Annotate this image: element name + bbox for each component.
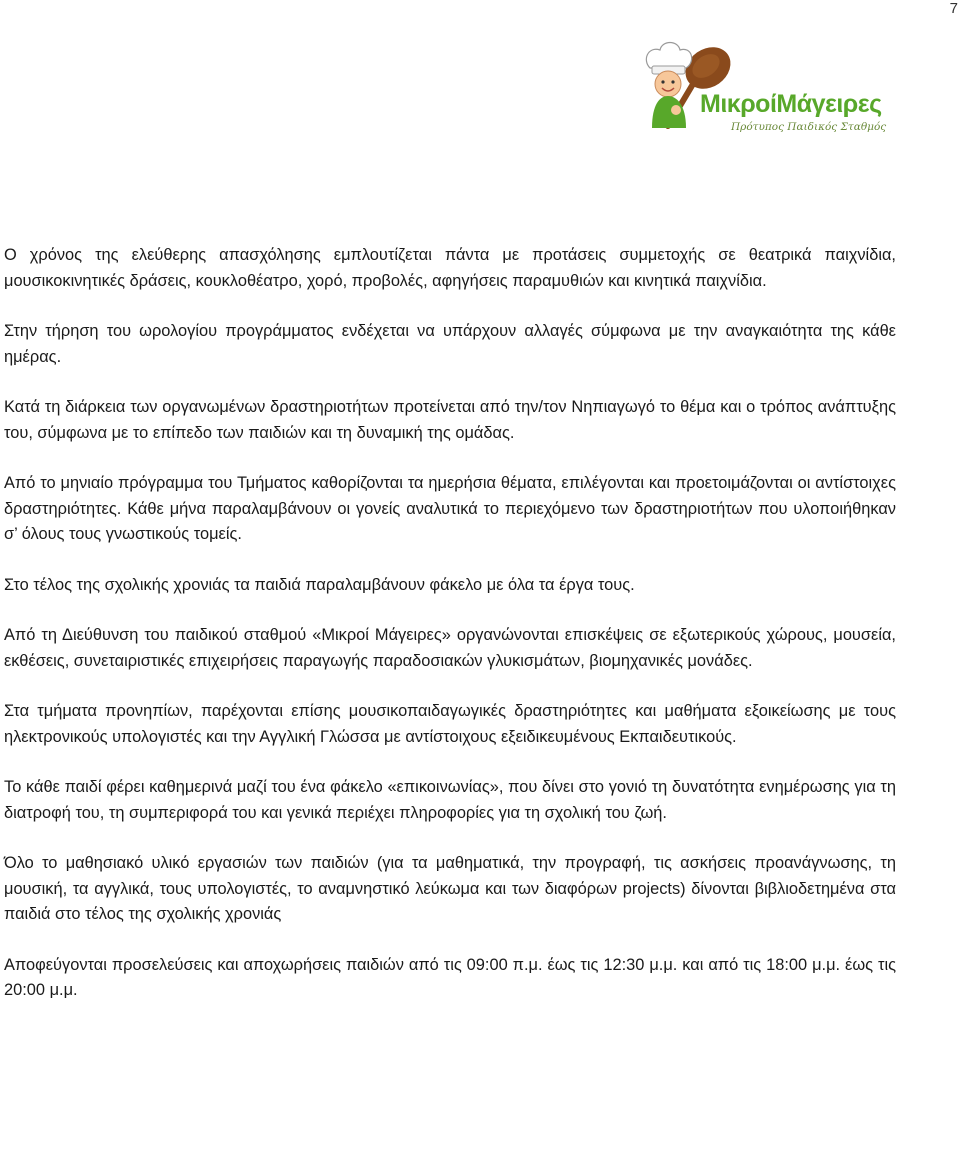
document-body (4, 243, 896, 1029)
paragraph-visits: Από τη Διεύθυνση του παιδικού σταθμού «Μικροί Μάγειρες» οργανώνονται επισκέψεις σε εξωτερικούς χώρους, μουσεία, εκθέσεις, συνεταιριστικές επιχειρήσεις παραγωγής παραδοσιακών γλυκισμάτων, βιομηχανικές μονάδες. (4, 626, 896, 670)
paragraph-monthly-program: Από το μηνιαίο πρόγραμμα του Τμήματος καθορίζονται τα ημερήσια θέματα, επιλέγονται και προετοιμάζονται οι αντίστοιχες δραστηριότητες. Κάθε μήνα παραλαμβάνουν οι γονείς αναλυτικά το περιεχόμενο των δραστηριοτήτων που υλοποιήθηκαν σ’ όλους τους γνωστικούς τομείς. (4, 474, 896, 543)
page-number: 7 (949, 0, 958, 17)
logo (638, 38, 888, 138)
paragraph-arrival-departure: Αποφεύγονται προσελεύσεις και αποχωρήσεις παιδιών από τις 09:00 π.μ. έως τις 12:30 μ.μ. και από τις 18:00 μ.μ. έως τις 20:00 μ.μ. (4, 955, 896, 999)
paragraph-free-play: Ο χρόνος της ελεύθερης απασχόλησης εμπλουτίζεται πάντα με προτάσεις συμμετοχής σε θεατρικά παιχνίδια, μουσικοκινητικές δράσεις, κουκλοθέατρο, χορό, προβολές, αφηγήσεις παραμυθιών και κινητικά παιχνίδια. (4, 246, 896, 290)
paragraph-organized-activities: Κατά τη διάρκεια των οργανωμένων δραστηριοτήτων προτείνεται από την/τον Νηπιαγωγό το θέμα και ο τρόπος ανάπτυξης του, σύμφωνα με το επίπεδο των παιδιών και τη δυναμική της ομάδας. (4, 398, 896, 442)
logo-title: ΜικροίΜάγειρες (700, 90, 882, 118)
paragraph-year-end-folder: Στο τέλος της σχολικής χρονιάς τα παιδιά παραλαμβάνουν φάκελο με όλα τα έργα τους. (4, 575, 635, 594)
paragraph-learning-material: Όλο το μαθησιακό υλικό εργασιών των παιδιών (για τα μαθηματικά, την προγραφή, τις ασκήσεις προανάγνωσης, τη μουσική, τα αγγλικά, τους υπολογιστές, το αναμνηστικό λεύκωμα και των διαφόρων projects) δίνονται βιβλιοδετημένα στα παιδιά στο τέλος της σχολικής χρονιάς (4, 854, 896, 923)
logo-subtitle: Πρότυπος Παιδικός Σταθμός (731, 121, 887, 133)
paragraph-preschool-classes: Στα τμήματα προνηπίων, παρέχονται επίσης μουσικοπαιδαγωγικές δραστηριότητες και μαθήματα εξοικείωσης με τους ηλεκτρονικούς υπολογιστές και την Αγγλική Γλώσσα με αντίστοιχους εξειδικευμένους Εκπαιδευτικούς. (4, 702, 896, 746)
paragraph-communication-folder: Το κάθε παιδί φέρει καθημερινά μαζί του ένα φάκελο «επικοινωνίας», που δίνει στο γονιό τη δυνατότητα ενημέρωσης για τη διατροφή του, τη συμπεριφορά του και γενικά περιέχει πληροφορίες για τη σχολική του ζωή. (4, 778, 896, 822)
paragraph-schedule-changes: Στην τήρηση του ωρολογίου προγράμματος ενδέχεται να υπάρχουν αλλαγές σύμφωνα με την αναγκαιότητα της κάθε ημέρας. (4, 322, 896, 366)
